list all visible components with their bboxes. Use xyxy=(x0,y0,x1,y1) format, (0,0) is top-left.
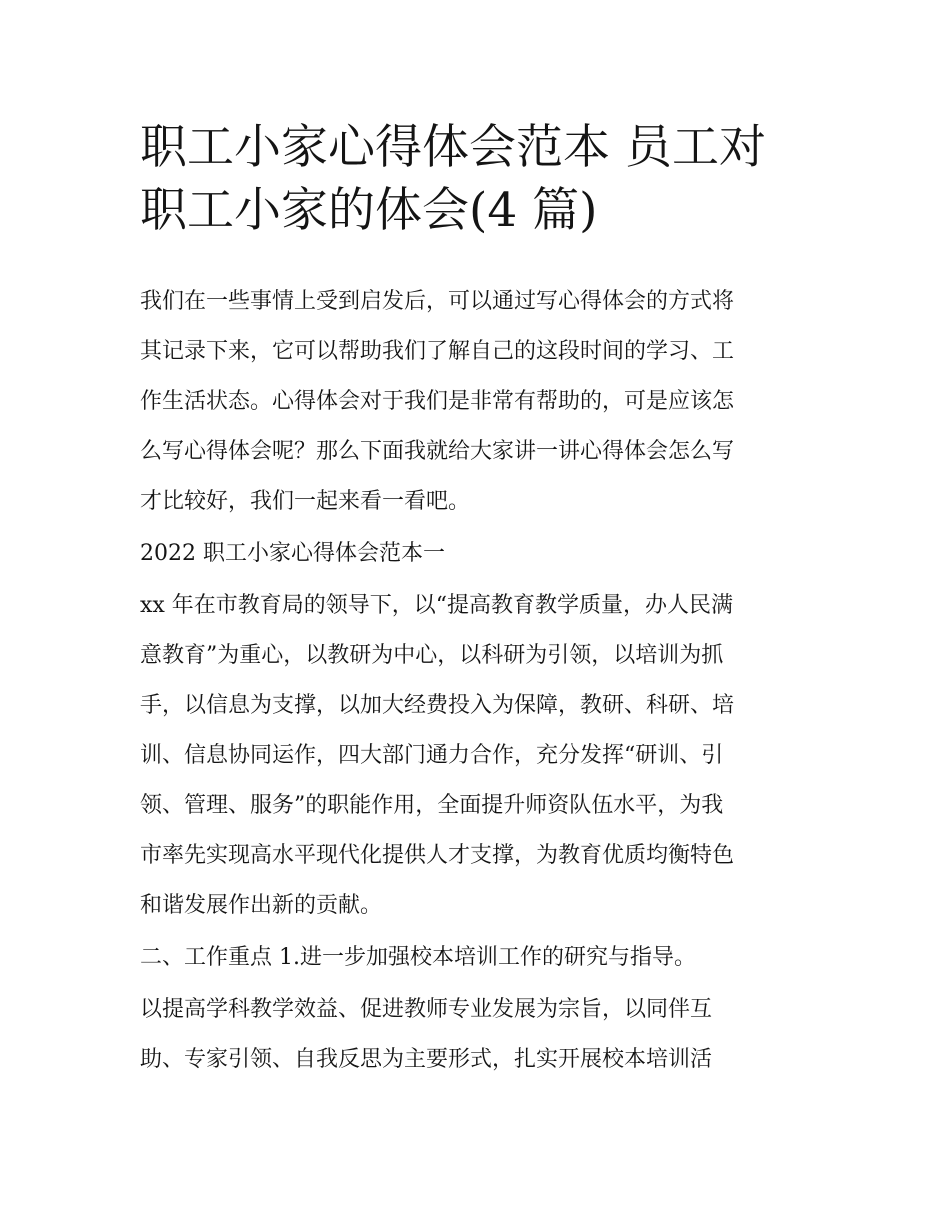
intro-line: 作生活状态。心得体会对于我们是非常有帮助的，可是应该怎 xyxy=(140,389,735,414)
paragraph-1 xyxy=(140,581,840,931)
paragraph-line: 意教育”为重心，以教研为中心，以科研为引领，以培训为抓 xyxy=(140,643,724,668)
paragraph-line: 市率先实现高水平现代化提供人才支撑，为教育优质均衡特色 xyxy=(140,843,735,868)
intro-line: 才比较好，我们一起来看一看吧。 xyxy=(140,489,471,514)
section-heading xyxy=(140,529,840,579)
intro-line: 我们在一些事情上受到启发后，可以通过写心得体会的方式将 xyxy=(140,289,735,314)
title-line-1: 职工小家心得体会范本 员工对 xyxy=(140,120,766,175)
intro-line: 么写心得体会呢？那么下面我就给大家讲一讲心得体会怎么写 xyxy=(140,439,735,464)
section-heading-text: 2022 职工小家心得体会范本一 xyxy=(140,541,445,566)
paragraph-line: 和谐发展作出新的贡献。 xyxy=(140,893,383,918)
intro-line: 其记录下来，它可以帮助我们了解自己的这段时间的学习、工 xyxy=(140,339,735,364)
paragraph-line: 训、信息协同运作，四大部门通力合作，充分发挥“研训、引 xyxy=(140,743,724,768)
title-line-2: 职工小家的体会(4 篇) xyxy=(140,183,598,238)
subheading xyxy=(140,933,840,983)
paragraph-line: 手，以信息为支撑，以加大经费投入为保障，教研、科研、培 xyxy=(140,693,735,718)
paragraph-line: 以提高学科教学效益、促进教师专业发展为宗旨，以同伴互 xyxy=(140,997,713,1022)
paragraph-line: xx 年在市教育局的领导下，以“提高教育教学质量，办人民满 xyxy=(140,593,734,618)
subheading-text: 二、工作重点 1.进一步加强校本培训工作的研究与指导。 xyxy=(140,945,696,970)
paragraph-2 xyxy=(140,985,840,1085)
paragraph-line: 领、管理、服务”的职能作用，全面提升师资队伍水平，为我 xyxy=(140,793,724,818)
paragraph-line: 助、专家引领、自我反思为主要形式，扎实开展校本培训活 xyxy=(140,1047,713,1072)
intro-paragraph xyxy=(140,277,840,527)
document-title xyxy=(140,116,840,242)
